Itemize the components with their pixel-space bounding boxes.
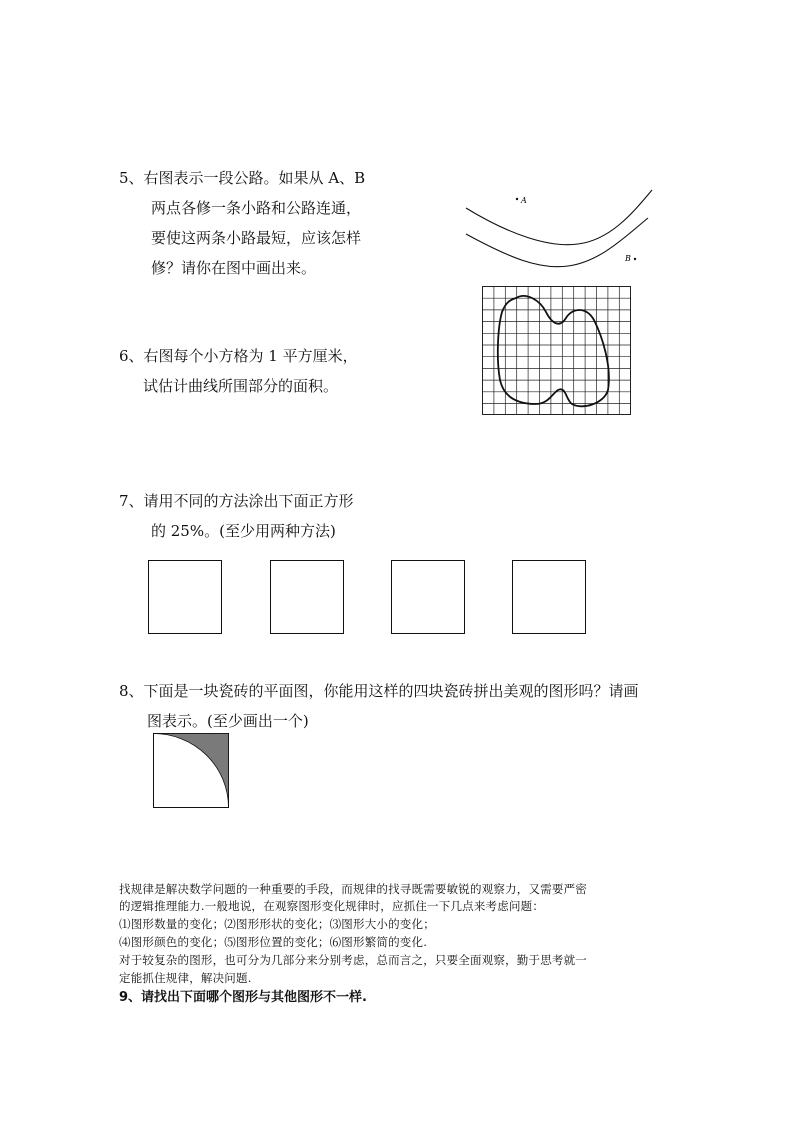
q8-line-1: 8、下面是一块瓷砖的平面图，你能用这样的四块瓷砖拼出美观的图形吗？请画 (119, 682, 639, 700)
q5-line-4: 修？请你在图中画出来。 (151, 259, 317, 277)
closed-curve (498, 296, 609, 406)
square-2[interactable] (270, 560, 344, 634)
q5-line-2: 两点各修一条小路和公路连通， (151, 199, 362, 217)
intro-line-6: 定能抓住规律，解决问题. (119, 971, 252, 985)
q6-line-2: 试估计曲线所围部分的面积。 (143, 377, 339, 395)
road-figure (460, 180, 660, 280)
q7-line-1: 7、请用不同的方法涂出下面正方形 (119, 492, 354, 510)
q5-line-3: 要使这两条小路最短，应该怎样 (151, 229, 362, 247)
square-4[interactable] (512, 560, 586, 634)
road-upper-edge (466, 190, 652, 245)
intro-line-3: ⑴图形数量的变化；⑵图形形状的变化；⑶图形大小的变化； (119, 917, 435, 931)
tile-figure (153, 733, 231, 809)
q5-line-1: 5、右图表示一段公路。如果从 A、B (119, 169, 366, 187)
road-lower-edge (466, 218, 648, 267)
intro-line-1: 找规律是解决数学问题的一种重要的手段，而规律的找寻既需要敏锐的观察力，又需要严密 (119, 882, 587, 896)
grid-figure (482, 286, 632, 416)
intro-line-4: ⑷图形颜色的变化；⑸图形位置的变化；⑹图形繁简的变化. (119, 935, 428, 949)
point-b-dot (634, 258, 636, 260)
q8-line-2: 图表示。(至少画出一个) (147, 712, 309, 730)
intro-line-2: 的逻辑推理能力.一般地说，在观察图形变化规律时，应抓住一下几点来考虑问题： (119, 899, 545, 913)
point-b-label: B (625, 254, 631, 263)
point-a-label: A (521, 196, 527, 205)
square-1[interactable] (148, 560, 222, 634)
point-a-dot (516, 198, 518, 200)
square-3[interactable] (391, 560, 465, 634)
intro-line-5: 对于较复杂的图形，也可分为几部分来分别考虑，总而言之，只要全面观察，勤于思考就一 (119, 953, 587, 967)
q6-line-1: 6、右图每个小方格为 1 平方厘米， (119, 347, 358, 365)
q9-title: 9、请找出下面哪个图形与其他图形不一样. (119, 990, 367, 1005)
q7-line-2: 的 25%。(至少用两种方法) (151, 522, 336, 540)
